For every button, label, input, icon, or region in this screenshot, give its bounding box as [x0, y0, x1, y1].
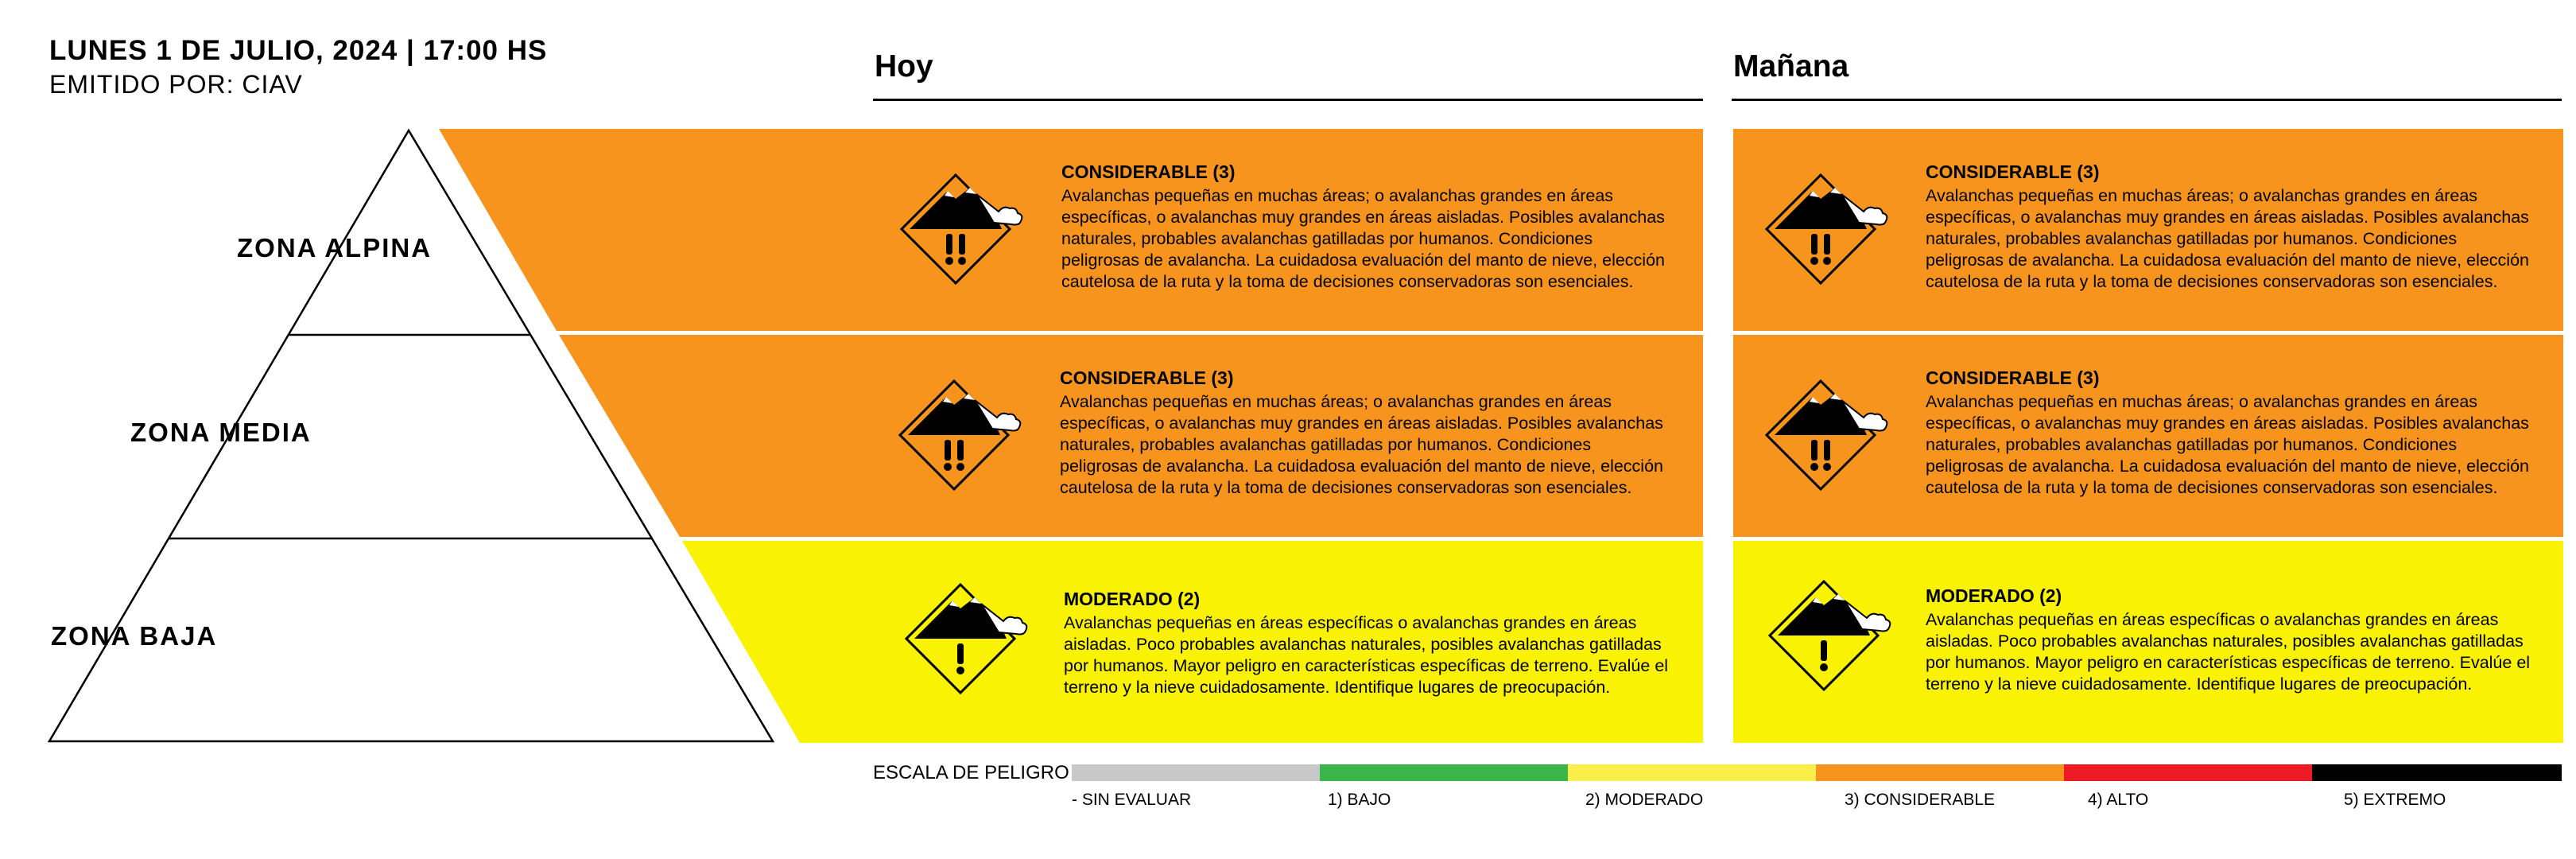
danger-level: CONSIDERABLE (3) [1060, 367, 1234, 388]
moderate-danger-icon [1768, 580, 1895, 695]
danger-description: Avalanchas pequeñas en muchas áreas; o avalanchas grandes en áreas específicas, o avalanchas muy grandes en áreas aisladas. Posibles avalanchas naturales, probables avalanchas gatilladas por humanos. Condiciones peligrosas de avalancha. La cuidadosa evaluación del manto de nieve, elección cautelosa de la ruta y la toma de decisiones conservadoras son esenciales. [1060, 392, 1663, 497]
scale-label-unrated: - SIN EVALUAR [1072, 791, 1192, 809]
danger-level: MODERADO (2) [1064, 589, 1201, 609]
scale-label-extreme: 5) EXTREMO [2344, 791, 2446, 809]
forecast-cell-tomorrow-alpine [1926, 161, 2538, 293]
scale-segment-high [2064, 764, 2312, 781]
zone-label-middle: ZONA MEDIA [130, 418, 312, 447]
scale-label-moderate: 2) MODERADO [1585, 791, 1704, 809]
forecast-cell-today-alpine [1061, 161, 1674, 293]
scale-label-considerable: 3) CONSIDERABLE [1845, 791, 1996, 809]
scale-segment-low [1320, 764, 1568, 781]
danger-scale-title: ESCALA DE PELIGRO [873, 762, 1069, 783]
danger-level: CONSIDERABLE (3) [1061, 161, 1236, 182]
considerable-danger-icon [1765, 173, 1892, 289]
danger-description: Avalanchas pequeñas en muchas áreas; o avalanchas grandes en áreas específicas, o avalanchas muy grandes en áreas aisladas. Posibles avalanchas naturales, probables avalanchas gatilladas por humanos. Condiciones peligrosas de avalancha. La cuidadosa evaluación del manto de nieve, elección cautelosa de la ruta y la toma de decisiones conservadoras son esenciales. [1926, 392, 2529, 497]
forecast-cell-today-low [1064, 589, 1676, 698]
moderate-danger-icon [905, 583, 1032, 698]
danger-level: CONSIDERABLE (3) [1926, 161, 2100, 182]
danger-level: CONSIDERABLE (3) [1926, 367, 2100, 388]
danger-description: Avalanchas pequeñas en áreas específicas o avalanchas grandes en áreas aisladas. Poco probables avalanchas naturales, posibles avalanchas gatilladas por humanos. Mayor peligro en características específicas de terreno. Evalúe el terreno y la nieve cuidadosamente. Identifique lugares de preocupación. [1926, 610, 2531, 694]
danger-level: MODERADO (2) [1926, 585, 2062, 606]
scale-segment-moderate [1568, 764, 1816, 781]
considerable-danger-icon [1765, 379, 1892, 495]
danger-description: Avalanchas pequeñas en muchas áreas; o avalanchas grandes en áreas específicas, o avalanchas muy grandes en áreas aisladas. Posibles avalanchas naturales, probables avalanchas gatilladas por humanos. Condiciones peligrosas de avalancha. La cuidadosa evaluación del manto de nieve, elección cautelosa de la ruta y la toma de decisiones conservadoras son esenciales. [1061, 186, 1665, 291]
considerable-danger-icon [898, 379, 1026, 495]
forecast-cell-tomorrow-low [1926, 585, 2538, 695]
scale-segment-considerable [1816, 764, 2064, 781]
column-title-tomorrow: Mañana [1733, 49, 1849, 84]
scale-segment-unrated [1072, 764, 1320, 781]
zone-label-alpine: ZONA ALPINA [237, 233, 433, 262]
scale-label-high: 4) ALTO [2088, 791, 2149, 809]
considerable-danger-icon [900, 173, 1027, 289]
bulletin-date: LUNES 1 DE JULIO, 2024 | 17:00 HS [49, 35, 548, 66]
scale-label-low: 1) BAJO [1328, 791, 1391, 809]
danger-description: Avalanchas pequeñas en muchas áreas; o avalanchas grandes en áreas específicas, o avalanchas muy grandes en áreas aisladas. Posibles avalanchas naturales, probables avalanchas gatilladas por humanos. Condiciones peligrosas de avalancha. La cuidadosa evaluación del manto de nieve, elección cautelosa de la ruta y la toma de decisiones conservadoras son esenciales. [1926, 186, 2529, 291]
forecast-cell-tomorrow-middle [1926, 367, 2538, 499]
danger-description: Avalanchas pequeñas en áreas específicas o avalanchas grandes en áreas aisladas. Poco probables avalanchas naturales, posibles avalanchas gatilladas por humanos. Mayor peligro en características específicas de terreno. Evalúe el terreno y la nieve cuidadosamente. Identifique lugares de preocupación. [1064, 613, 1669, 697]
issued-by: EMITIDO POR: CIAV [49, 70, 303, 99]
scale-segment-extreme [2312, 764, 2562, 781]
forecast-cell-today-middle [1060, 367, 1672, 499]
zone-label-low: ZONA BAJA [51, 621, 218, 651]
column-title-today: Hoy [875, 49, 933, 84]
